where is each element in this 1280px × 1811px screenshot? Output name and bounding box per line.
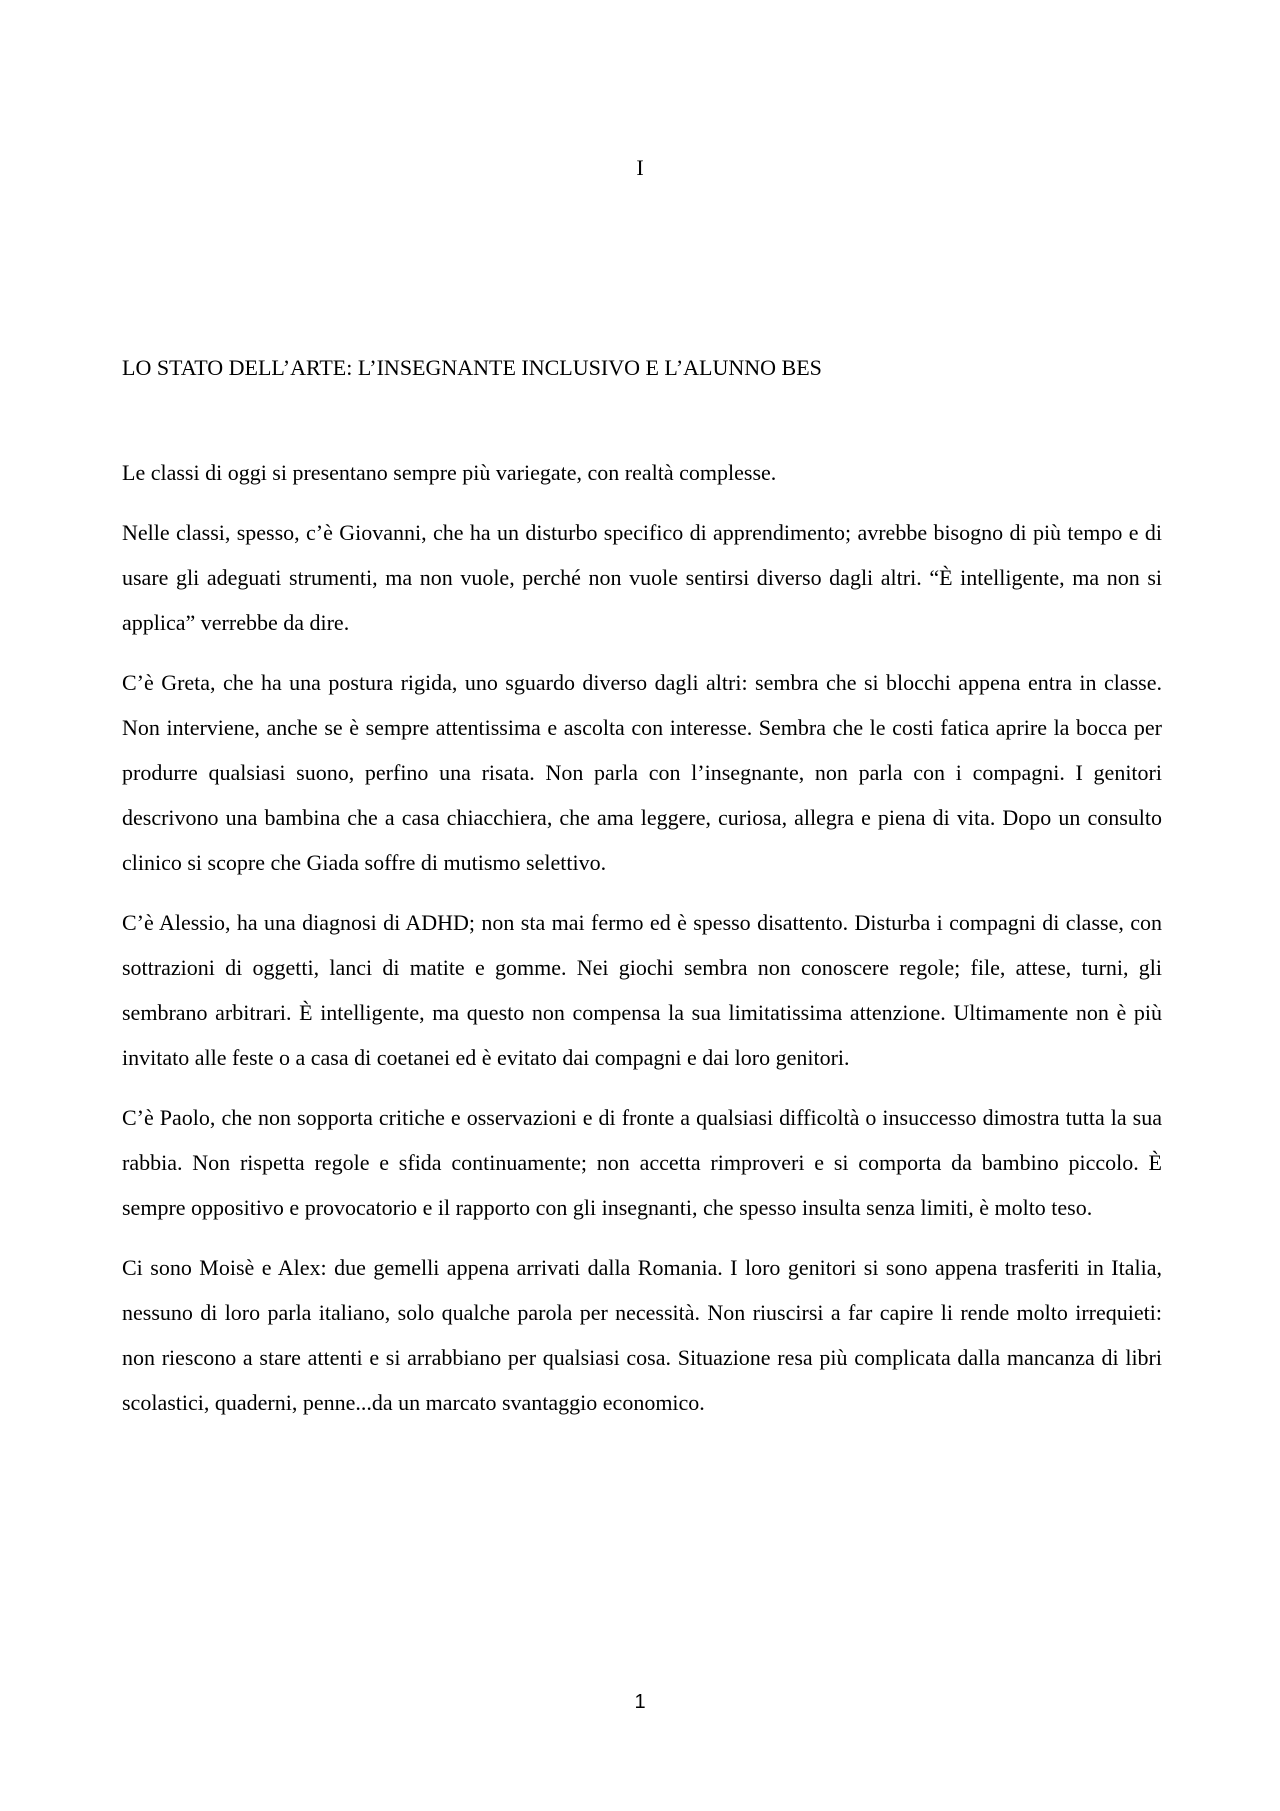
- chapter-title: LO STATO DELL’ARTE: L’INSEGNANTE INCLUSIVO E L’ALUNNO BES: [122, 355, 822, 380]
- paragraph-moise-alex: Ci sono Moisè e Alex: due gemelli appena arrivati dalla Romania. I loro genitori si sono appena trasferiti in Italia, nessuno di loro parla italiano, solo qualche parola per necessità. Non riuscirsi a far capire li rende molto irrequieti: non riescono a stare attenti e si arrabbiano per qualsiasi cosa. Situazione resa più complicata dalla mancanza di libri scolastici, quaderni, penne...da un marcato svantaggio economico.: [122, 1255, 1162, 1415]
- paragraph-paolo: C’è Paolo, che non sopporta critiche e osservazioni e di fronte a qualsiasi difficoltà o insuccesso dimostra tutta la sua rabbia. Non rispetta regole e sfida continuamente; non accetta rimproveri e si comporta da bambino piccolo. È sempre oppositivo e provocatorio e il rapporto con gli insegnanti, che spesso insulta senza limiti, è molto teso.: [122, 1105, 1162, 1220]
- paragraph-greta: C’è Greta, che ha una postura rigida, uno sguardo diverso dagli altri: sembra che si blocchi appena entra in classe. Non interviene, anche se è sempre attentissima e ascolta con interesse. Sembra che le costi fatica aprire la bocca per produrre qualsiasi suono, perfino una risata. Non parla con l’insegnante, non parla con i compagni. I genitori descrivono una bambina che a casa chiacchiera, che ama leggere, curiosa, allegra e piena di vita. Dopo un consulto clinico si scopre che Giada soffre di mutismo selettivo.: [122, 670, 1162, 875]
- paragraph-intro: Le classi di oggi si presentano sempre più variegate, con realtà complesse.: [122, 460, 777, 485]
- paragraph-alessio: C’è Alessio, ha una diagnosi di ADHD; non sta mai fermo ed è spesso disattento. Disturba i compagni di classe, con sottrazioni di oggetti, lanci di matite e gomme. Nei giochi sembra non conoscere regole; file, attese, turni, gli sembrano arbitrari. È intelligente, ma questo non compensa la sua limitatissima attenzione. Ultimamente non è più invitato alle feste o a casa di coetanei ed è evitato dai compagni e dai loro genitori.: [122, 910, 1162, 1070]
- paragraph-giovanni: Nelle classi, spesso, c’è Giovanni, che ha un disturbo specifico di apprendimento; avrebbe bisogno di più tempo e di usare gli adeguati strumenti, ma non vuole, perché non vuole sentirsi diverso dagli altri. “È intelligente, ma non si applica” verrebbe da dire.: [122, 520, 1162, 635]
- page-number: 1: [634, 1691, 646, 1713]
- body-text: [122, 450, 1162, 1440]
- chapter-number: I: [636, 155, 644, 180]
